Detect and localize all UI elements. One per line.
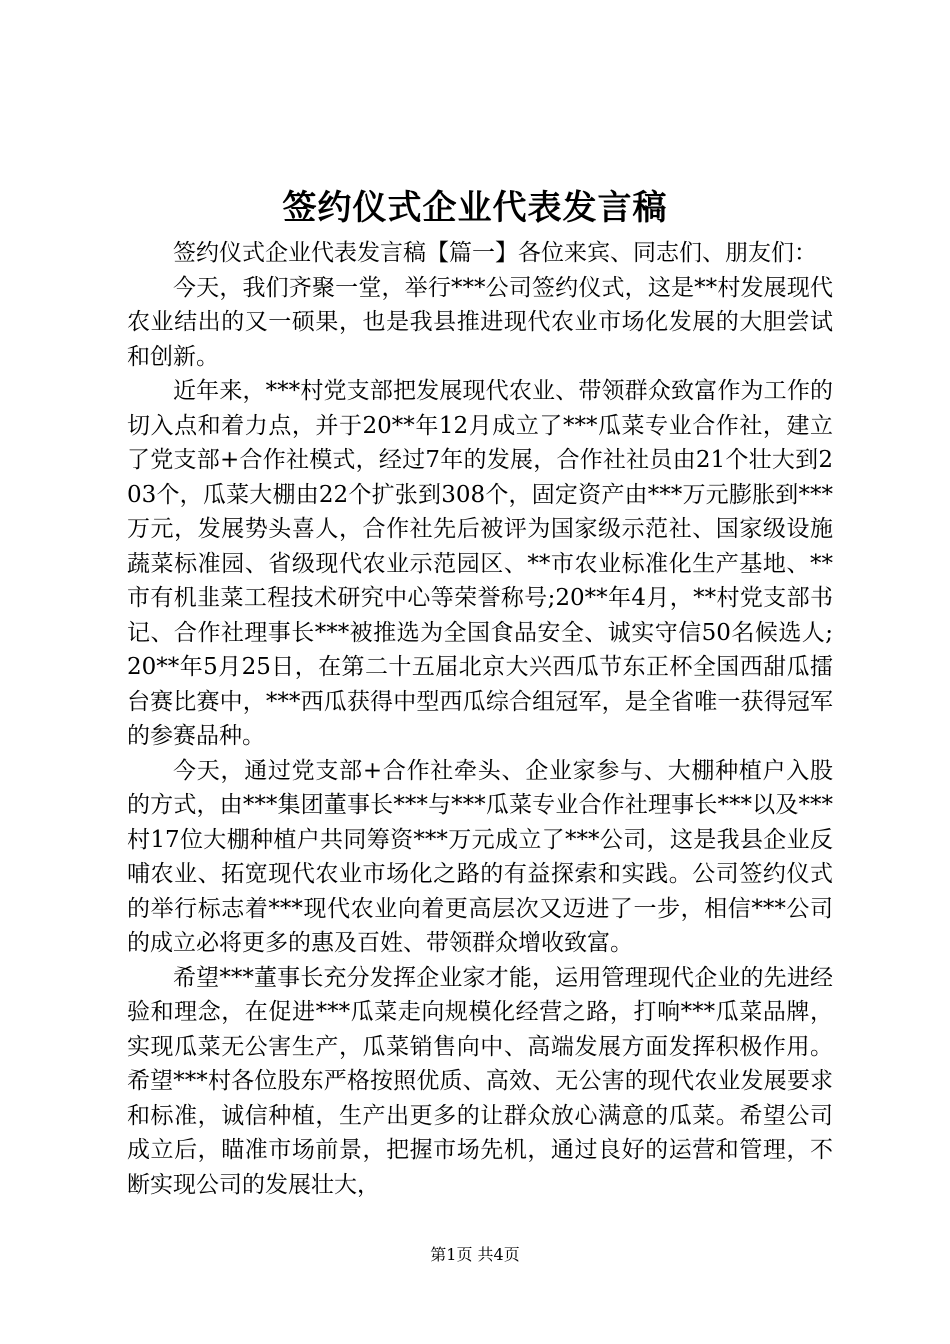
paragraph-greeting: 签约仪式企业代表发言稿【篇一】各位来宾、同志们、朋友们：: [173, 240, 817, 266]
paragraph-hopes: 希望***董事长充分发挥企业家才能，运用管理现代企业的先进经验和理念，在促进***瓜菜走向规模化经营之路，打响***瓜菜品牌，实现瓜菜无公害生产，瓜菜销售向中、高端发展方面发挥积极作用。希望***村各位股东严格按照优质、高效、无公害的现代农业发展要求和标准，诚信种植，生产出更多的让群众放心满意的瓜菜。希望公司成立后，瞄准市场前景，把握市场先机，通过良好的运营和管理，不断实现公司的发展壮大，: [127, 964, 833, 1198]
document-title: 签约仪式企业代表发言稿: [282, 188, 668, 228]
paragraph-opening: 今天，我们齐聚一堂，举行***公司签约仪式，这是**村发展现代农业结出的又一硕果，也是我县推进现代农业市场化发展的大胆尝试和创新。: [127, 274, 833, 370]
paragraph-background: 近年来，***村党支部把发展现代农业、带领群众致富作为工作的切入点和着力点，并于20**年12月成立了***瓜菜专业合作社，建立了党支部+合作社模式，经过7年的发展，合作社社员由21个壮大到203个，瓜菜大棚由22个扩张到308个，固定资产由***万元膨胀到***万元，发展势头喜人，合作社先后被评为国家级示范社、国家级设施蔬菜标准园、省级现代农业示范园区、**市农业标准化生产基地、**市有机韭菜工程技术研究中心等荣誉称号;20**年4月，**村党支部书记、合作社理事长***被推选为全国食品安全、诚实守信50名候选人;20**年5月25日，在第二十五届北京大兴西瓜节东正杯全国西甜瓜擂台赛比赛中，***西瓜获得中型西瓜综合组冠军，是全省唯一获得冠军的参赛品种。: [127, 378, 833, 749]
document-body: [127, 236, 833, 1202]
paragraph-company-founding: 今天，通过党支部+合作社牵头、企业家参与、大棚种植户入股的方式，由***集团董事长***与***瓜菜专业合作社理事长***以及***村17位大棚种植户共同筹资***万元成立了***公司，这是我县企业反哺农业、拓宽现代农业市场化之路的有益探索和实践。公司签约仪式的举行标志着***现代农业向着更高层次又迈进了一步，相信***公司的成立必将更多的惠及百姓、带领群众增收致富。: [127, 757, 833, 956]
page-number-footer: 第1页 共4页: [430, 1245, 520, 1264]
